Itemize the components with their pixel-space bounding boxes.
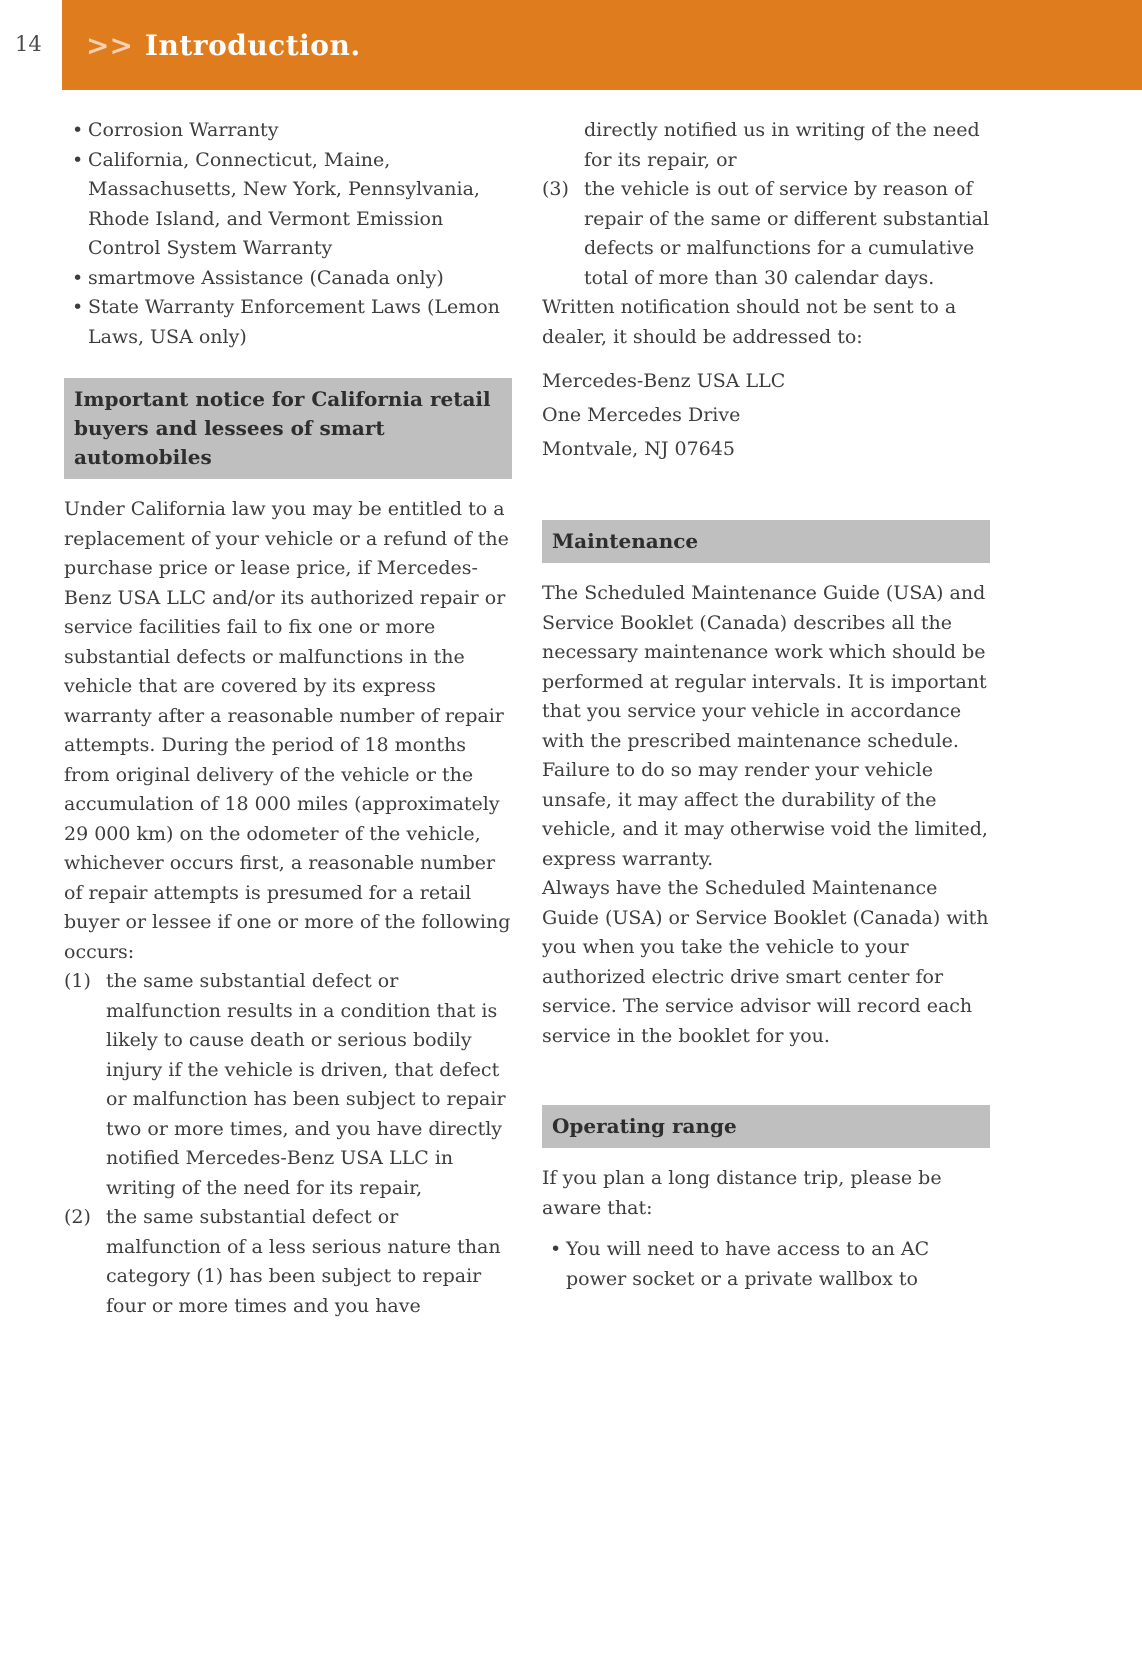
list-item: [64, 116, 512, 146]
bullet-icon: [72, 146, 88, 264]
address-line: One Mercedes Drive: [542, 404, 741, 426]
warranty-bullet-list: [64, 116, 512, 352]
bullet-icon: [72, 116, 88, 146]
address-line: Mercedes-Benz USA LLC: [542, 370, 786, 392]
operating-range-bullet-list: [542, 1235, 990, 1294]
right-column: [542, 116, 990, 1321]
list-item-text: smartmove Assistance (Canada only): [88, 266, 444, 289]
paragraph-continuation: directly notified us in writing of the need for its repair, or: [584, 119, 980, 171]
page-header: [0, 0, 1142, 90]
list-item: [542, 1235, 990, 1294]
page-number: 14: [15, 32, 42, 56]
list-item: [64, 146, 512, 264]
bullet-icon: [72, 293, 88, 352]
left-column: [64, 116, 512, 1321]
paragraph-california-intro: Under California law you may be entitled to a replacement of your vehicle or a refund of the purchase price or lease price, if Mercedes-Benz USA LLC and/or its authorized repair or service facilities fail to fix one or more substantial defects or malfunctions in the vehicle that are covered by its express warranty after a reasonable number of repair attempts. During the period of 18 months from original delivery of the vehicle or the accumulation of 18 000 miles (approximately 29 000 km) on the odometer of the vehicle, whichever occurs first, a reasonable number of repair attempts is presumed for a retail buyer or lessee if one or more of the following occurs:: [64, 498, 511, 963]
section-heading-operating-range: Operating range: [542, 1105, 990, 1148]
numbered-item-3: [542, 175, 990, 293]
spacer: [542, 466, 990, 496]
numbered-item-1: [64, 967, 512, 1203]
section-heading-maintenance: Maintenance: [542, 520, 990, 563]
item-text: the vehicle is out of service by reason of repair of the same or different substantial defects or malfunctions for a cumulative total of more than 30 calendar days.: [584, 178, 990, 289]
paragraph-maintenance-1: The Scheduled Maintenance Guide (USA) and Service Booklet (Canada) describes all the necessary maintenance work which should be performed at regular intervals. It is important that you service your vehicle in accordance with the prescribed maintenance schedule. Failure to do so may render your vehicle unsafe, it may affect the durability of the vehicle, and it may otherwise void the limited, express warranty.: [542, 582, 988, 870]
bullet-icon: [72, 264, 88, 294]
paragraph-maintenance-2: Always have the Scheduled Maintenance Guide (USA) or Service Booklet (Canada) with you when you take the vehicle to your authorized electric drive smart center for service. The service advisor will record each service in the booklet for you.: [542, 877, 989, 1047]
list-item: [64, 264, 512, 294]
list-item-text: You will need to have access to an AC power socket or a private wallbox to: [566, 1238, 930, 1290]
page-title: Introduction.: [144, 28, 361, 62]
item-text: the same substantial defect or malfunction results in a condition that is likely to cause death or serious bodily injury if the vehicle is driven, that defect or malfunction has been subject to repair two or more times, and you have directly notified Mercedes-Benz USA LLC in writing of the need for its repair,: [106, 970, 506, 1199]
paragraph-written-notification: Written notification should not be sent to a dealer, it should be addressed to:: [542, 296, 957, 348]
address-line: Montvale, NJ 07645: [542, 438, 735, 460]
item-number: (1): [64, 970, 91, 992]
section-heading-california-notice: Important notice for California retail buyers and lessees of smart automobiles: [64, 378, 512, 479]
item-number: (3): [542, 178, 569, 200]
list-item: [64, 293, 512, 352]
bullet-icon: [550, 1235, 566, 1294]
numbered-item-2: [64, 1203, 512, 1321]
paragraph-operating-range-intro: If you plan a long distance trip, please be aware that:: [542, 1167, 942, 1219]
list-item-text: State Warranty Enforcement Laws (Lemon Laws, USA only): [88, 296, 500, 348]
chevron-right-icon: >>: [86, 28, 133, 62]
spacer: [542, 1051, 990, 1081]
item-text: the same substantial defect or malfunction of a less serious nature than category (1) has been subject to repair four or more times and you have: [106, 1206, 501, 1317]
content-area: [0, 90, 1142, 1321]
item-number: (2): [64, 1206, 91, 1228]
header-bar: [62, 0, 1142, 90]
address-block: [542, 364, 990, 466]
list-item-text: Corrosion Warranty: [88, 119, 279, 141]
list-item-text: California, Connecticut, Maine, Massachusetts, New York, Pennsylvania, Rhode Island, and Vermont Emission Control System Warranty: [88, 148, 480, 259]
